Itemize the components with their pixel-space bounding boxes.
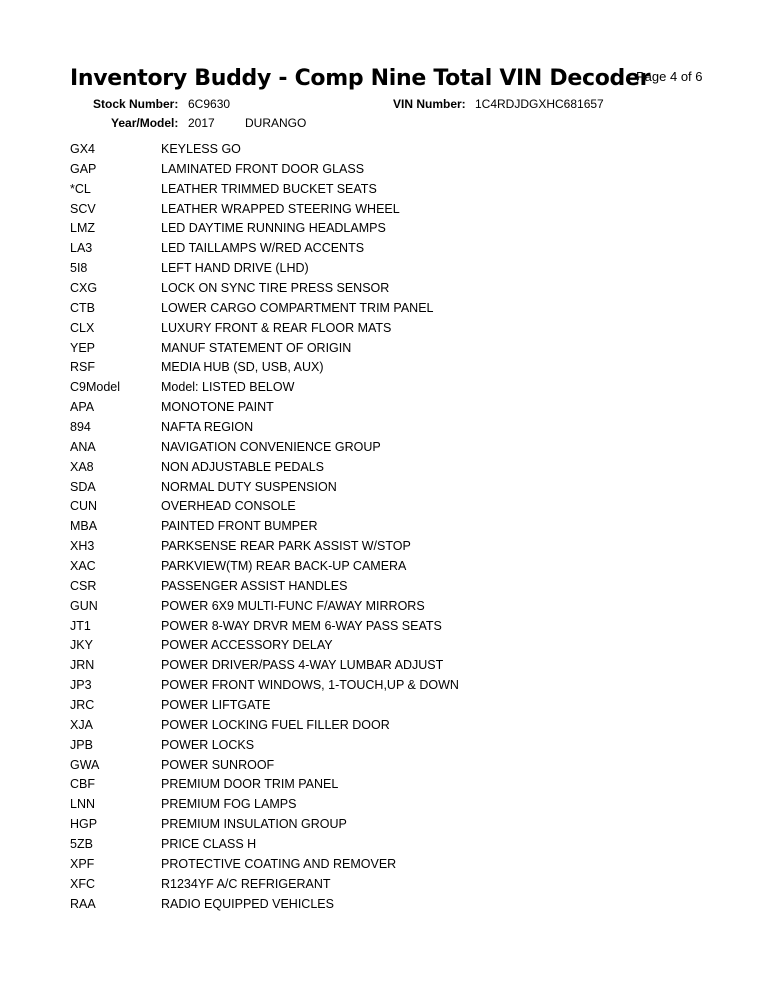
option-description: POWER LOCKS	[161, 737, 255, 752]
option-code: APA	[70, 400, 95, 415]
option-row	[70, 556, 710, 576]
option-code: SDA	[70, 479, 96, 494]
option-code: GX4	[70, 141, 96, 156]
option-description: LEFT HAND DRIVE (LHD)	[161, 261, 309, 276]
stock-number-label: Stock Number:	[93, 97, 179, 111]
option-description: POWER LOCKING FUEL FILLER DOOR	[161, 717, 390, 732]
option-row	[70, 238, 710, 258]
option-row	[70, 496, 710, 516]
option-description: PREMIUM INSULATION GROUP	[161, 817, 347, 832]
option-code: JP3	[70, 678, 92, 693]
option-row	[70, 616, 710, 636]
option-code: CXG	[70, 280, 98, 295]
option-row	[70, 854, 710, 874]
option-description: MEDIA HUB (SD, USB, AUX)	[161, 360, 324, 375]
option-description: LUXURY FRONT & REAR FLOOR MATS	[161, 320, 392, 335]
option-code: HGP	[70, 817, 98, 832]
option-code: GUN	[70, 598, 98, 613]
option-code: JPB	[70, 737, 93, 752]
option-code: MBA	[70, 519, 98, 534]
option-code: JKY	[70, 638, 93, 653]
option-description: PARKVIEW(TM) REAR BACK-UP CAMERA	[161, 558, 407, 573]
option-row	[70, 199, 710, 219]
option-code: GWA	[70, 757, 100, 772]
option-description: PASSENGER ASSIST HANDLES	[161, 578, 348, 593]
option-code: LA3	[70, 241, 93, 256]
option-code: C9Model	[70, 380, 121, 395]
option-code: JT1	[70, 618, 91, 633]
option-row	[70, 159, 710, 179]
option-description: LED TAILLAMPS W/RED ACCENTS	[161, 241, 365, 256]
option-row	[70, 814, 710, 834]
option-description: PREMIUM FOG LAMPS	[161, 797, 297, 812]
option-description: LAMINATED FRONT DOOR GLASS	[161, 161, 365, 176]
option-row	[70, 755, 710, 775]
option-row	[70, 655, 710, 675]
option-description: NAVIGATION CONVENIENCE GROUP	[161, 439, 381, 454]
option-code: XJA	[70, 717, 93, 732]
option-code: XH3	[70, 539, 95, 554]
option-row	[70, 596, 710, 616]
option-code: XFC	[70, 876, 95, 891]
option-row	[70, 417, 710, 437]
option-row	[70, 536, 710, 556]
option-description: NAFTA REGION	[161, 419, 254, 434]
option-code: GAP	[70, 161, 97, 176]
option-row	[70, 775, 710, 795]
option-row	[70, 576, 710, 596]
option-description: POWER ACCESSORY DELAY	[161, 638, 333, 653]
option-description: POWER DRIVER/PASS 4-WAY LUMBAR ADJUST	[161, 658, 444, 673]
option-code: CLX	[70, 320, 95, 335]
option-row	[70, 258, 710, 278]
vin-number-value: 1C4RDJDGXHC681657	[475, 97, 604, 111]
option-row	[70, 635, 710, 655]
option-description: POWER 6X9 MULTI-FUNC F/AWAY MIRRORS	[161, 598, 425, 613]
vin-number-label: VIN Number:	[393, 97, 466, 111]
option-description: PREMIUM DOOR TRIM PANEL	[161, 777, 339, 792]
option-row	[70, 278, 710, 298]
option-description: PRICE CLASS H	[161, 837, 257, 851]
option-row	[70, 735, 710, 755]
option-row	[70, 357, 710, 377]
option-row	[70, 894, 710, 914]
option-row	[70, 715, 710, 735]
option-description: KEYLESS GO	[161, 141, 241, 156]
option-code: XAC	[70, 558, 96, 573]
option-description: POWER SUNROOF	[161, 757, 275, 772]
option-description: POWER 8-WAY DRVR MEM 6-WAY PASS SEATS	[161, 618, 442, 633]
option-code: JRN	[70, 658, 95, 673]
option-code: CTB	[70, 300, 95, 315]
option-code: LNN	[70, 797, 96, 812]
year-model-label: Year/Model:	[111, 116, 179, 130]
option-row	[70, 834, 710, 854]
option-code: JRC	[70, 697, 95, 712]
option-description: R1234YF A/C REFRIGERANT	[161, 876, 331, 891]
option-row	[70, 457, 710, 477]
option-code: *CL	[70, 181, 91, 196]
option-code: RSF	[70, 360, 95, 375]
option-description: Model: LISTED BELOW	[161, 380, 295, 395]
option-description: PAINTED FRONT BUMPER	[161, 519, 318, 534]
option-code: 5I8	[70, 261, 88, 276]
option-row	[70, 139, 710, 159]
option-description: LOWER CARGO COMPARTMENT TRIM PANEL	[161, 300, 434, 315]
option-row	[70, 794, 710, 814]
option-row	[70, 675, 710, 695]
option-code: LMZ	[70, 221, 95, 236]
option-description: OVERHEAD CONSOLE	[161, 499, 296, 514]
option-row	[70, 218, 710, 238]
option-row	[70, 437, 710, 457]
option-description: LED DAYTIME RUNNING HEADLAMPS	[161, 221, 386, 236]
option-code: YEP	[70, 340, 96, 355]
option-row	[70, 298, 710, 318]
option-description: MANUF STATEMENT OF ORIGIN	[161, 340, 352, 355]
option-description: RADIO EQUIPPED VEHICLES	[161, 896, 334, 911]
option-row	[70, 338, 710, 358]
option-row	[70, 377, 710, 397]
document-title: Inventory Buddy - Comp Nine Total VIN Decoder	[70, 66, 651, 91]
model-value: DURANGO	[245, 116, 307, 130]
option-row	[70, 318, 710, 338]
option-row	[70, 179, 710, 199]
option-row	[70, 516, 710, 536]
option-code-list	[70, 139, 710, 914]
option-code: SCV	[70, 201, 96, 216]
option-row	[70, 397, 710, 417]
stock-number-value: 6C9630	[188, 97, 231, 111]
option-description: POWER FRONT WINDOWS, 1-TOUCH,UP & DOWN	[161, 678, 459, 693]
option-description: LEATHER TRIMMED BUCKET SEATS	[161, 181, 377, 196]
option-description: POWER LIFTGATE	[161, 697, 271, 712]
option-description: PROTECTIVE COATING AND REMOVER	[161, 856, 397, 871]
option-description: MONOTONE PAINT	[161, 400, 274, 415]
option-description: NON ADJUSTABLE PEDALS	[161, 459, 325, 474]
option-code: 894	[70, 419, 91, 434]
option-row	[70, 695, 710, 715]
option-code: 5ZB	[70, 837, 93, 851]
year-value: 2017	[188, 116, 215, 130]
option-code: XPF	[70, 856, 95, 871]
option-code: XA8	[70, 459, 94, 474]
option-code: ANA	[70, 439, 96, 454]
option-row	[70, 477, 710, 497]
option-row	[70, 874, 710, 894]
option-description: LEATHER WRAPPED STEERING WHEEL	[161, 201, 400, 216]
page-number: Page 4 of 6	[636, 69, 703, 84]
option-description: LOCK ON SYNC TIRE PRESS SENSOR	[161, 280, 390, 295]
option-code: RAA	[70, 896, 96, 911]
option-code: CSR	[70, 578, 97, 593]
option-code: CBF	[70, 777, 95, 792]
option-description: NORMAL DUTY SUSPENSION	[161, 479, 337, 494]
option-description: PARKSENSE REAR PARK ASSIST W/STOP	[161, 539, 411, 554]
option-code: CUN	[70, 499, 98, 514]
